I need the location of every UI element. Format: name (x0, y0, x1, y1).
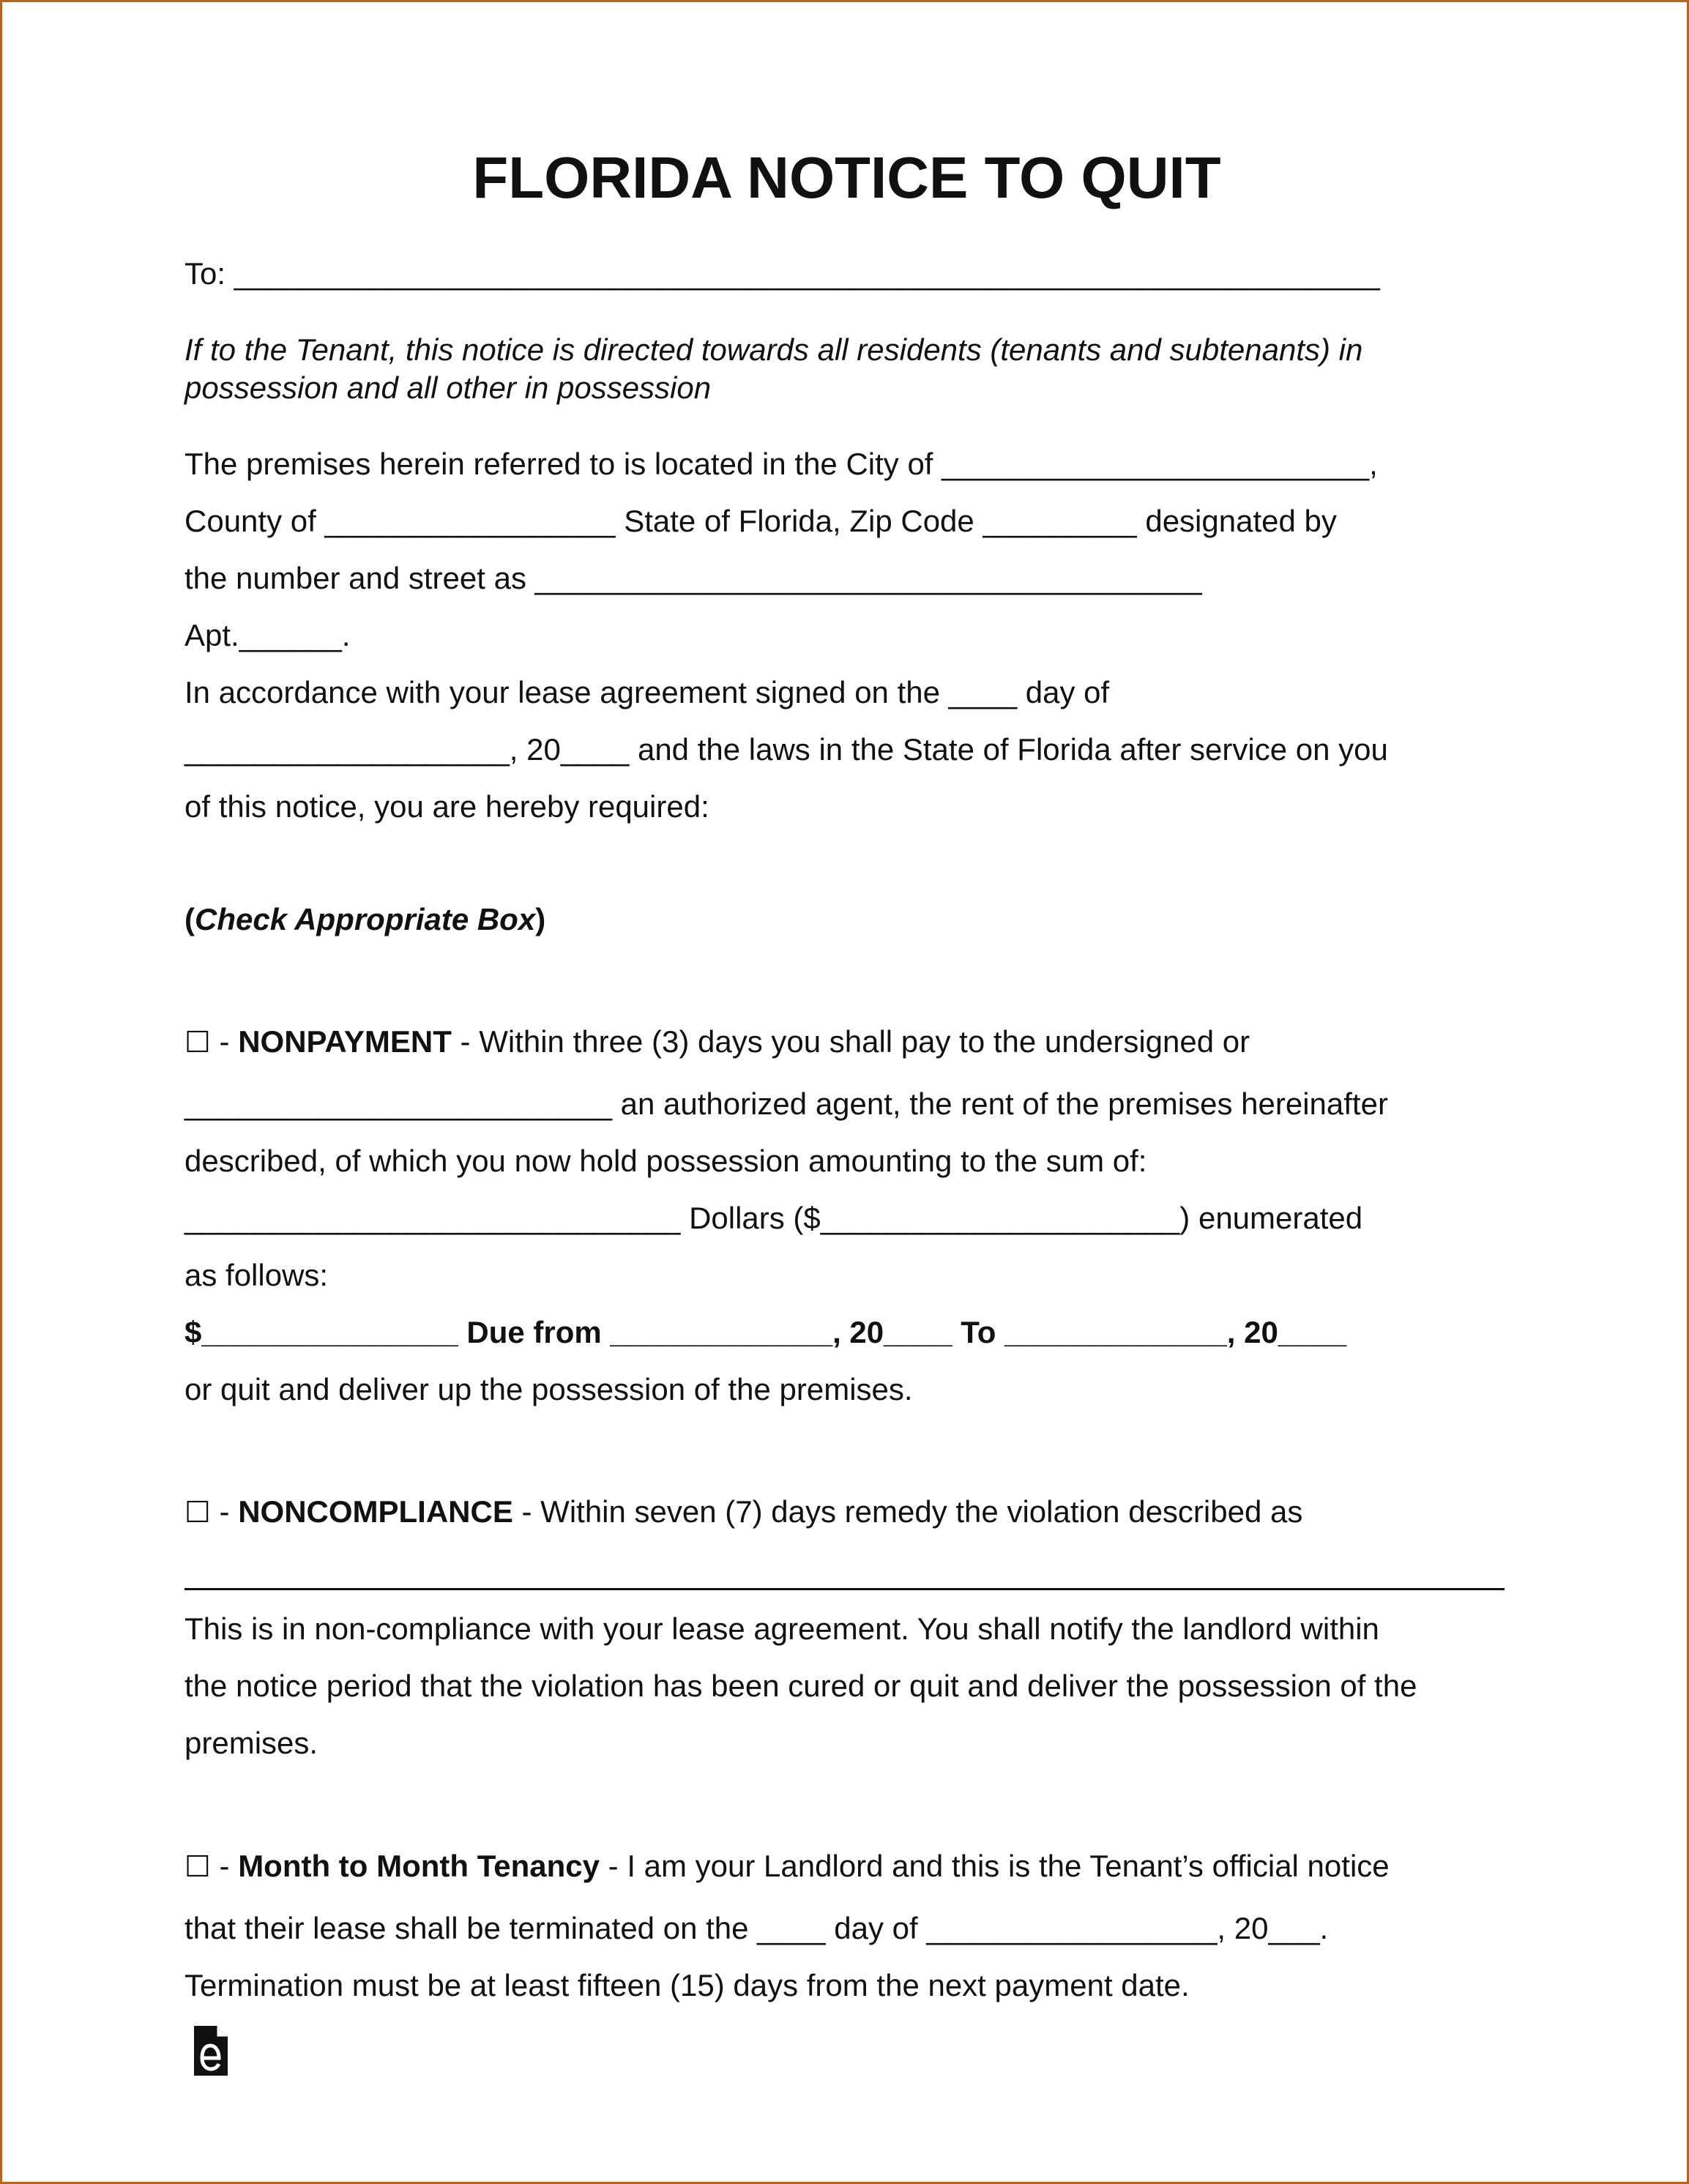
noncompliance-text: - Within seven (7) days remedy the violation described as (512, 1494, 1303, 1529)
month-to-month-line-2: Termination must be at least fifteen (15) days from the next payment date. (184, 1968, 1190, 2002)
nonpayment-heading (184, 1024, 1250, 1061)
premises-line-2: County of _________________ State of Florida, Zip Code _________ designated by (184, 504, 1337, 538)
premises-line-5: In accordance with your lease agreement signed on the ____ day of (184, 675, 1110, 709)
premises-line-4: Apt.______. (184, 618, 351, 652)
violation-blank-line (184, 1588, 1505, 1590)
check-heading-close: ) (535, 902, 546, 936)
nonpayment-line-3: _____________________________ Dollars ($_____________________) enumerated (184, 1201, 1363, 1235)
intro-line-1: If to the Tenant, this notice is directed towards all residents (tenants and subtenants) in (184, 332, 1363, 367)
nonpayment-checkbox[interactable]: ☐ (184, 1026, 211, 1059)
check-heading-open: ( (184, 902, 195, 936)
eforms-logo-icon (191, 2024, 231, 2077)
month-to-month-checkbox[interactable]: ☐ (184, 1850, 211, 1884)
premises-line-6: ___________________, 20____ and the laws in the State of Florida after service on you (184, 732, 1388, 767)
noncompliance-checkbox[interactable]: ☐ (184, 1496, 211, 1529)
premises-line-3: the number and street as _______________________________________ (184, 561, 1202, 595)
noncompliance-heading (184, 1494, 1302, 1531)
nonpayment-line-2: described, of which you now hold possession amounting to the sum of: (184, 1144, 1147, 1178)
noncompliance-line-2: the notice period that the violation has been cured or quit and deliver the possession of the (184, 1669, 1417, 1703)
document-title: FLORIDA NOTICE TO QUIT (472, 145, 1221, 210)
month-to-month-label: Month to Month Tenancy (238, 1849, 600, 1883)
check-heading-text: Check Appropriate Box (195, 902, 536, 936)
month-to-month-prefix: - (210, 1849, 239, 1883)
nonpayment-line-4: as follows: (184, 1258, 329, 1292)
intro-line-2: possession and all other in possession (184, 370, 712, 405)
noncompliance-label: NONCOMPLIANCE (238, 1494, 513, 1529)
month-to-month-heading (184, 1848, 1390, 1885)
premises-line-7: of this notice, you are hereby required: (184, 789, 709, 824)
nonpayment-text: - Within three (3) days you shall pay to the undersigned or (451, 1024, 1250, 1059)
check-heading (184, 901, 545, 938)
nonpayment-line-1: _________________________ an authorized agent, the rent of the premises hereinafter (184, 1087, 1388, 1121)
month-to-month-text: - I am your Landlord and this is the Tenant’s official notice (600, 1849, 1390, 1883)
noncompliance-line-1: This is in non-compliance with your lease agreement. You shall notify the landlord within (184, 1611, 1379, 1646)
noncompliance-prefix: - (210, 1494, 239, 1529)
nonpayment-label: NONPAYMENT (238, 1024, 452, 1059)
noncompliance-line-3: premises. (184, 1726, 318, 1760)
month-to-month-line-1: that their lease shall be terminated on the ____ day of _________________, 20___. (184, 1911, 1329, 1945)
premises-line-1: The premises herein referred to is located in the City of _________________________, (184, 447, 1378, 481)
nonpayment-due-line: $_______________ Due from _____________, 20____ To _____________, 20____ (184, 1315, 1347, 1349)
to-line: To: ___________________________________________________________________ (184, 256, 1380, 291)
nonpayment-closing: or quit and deliver up the possession of the premises. (184, 1372, 913, 1406)
nonpayment-prefix: - (210, 1024, 239, 1059)
